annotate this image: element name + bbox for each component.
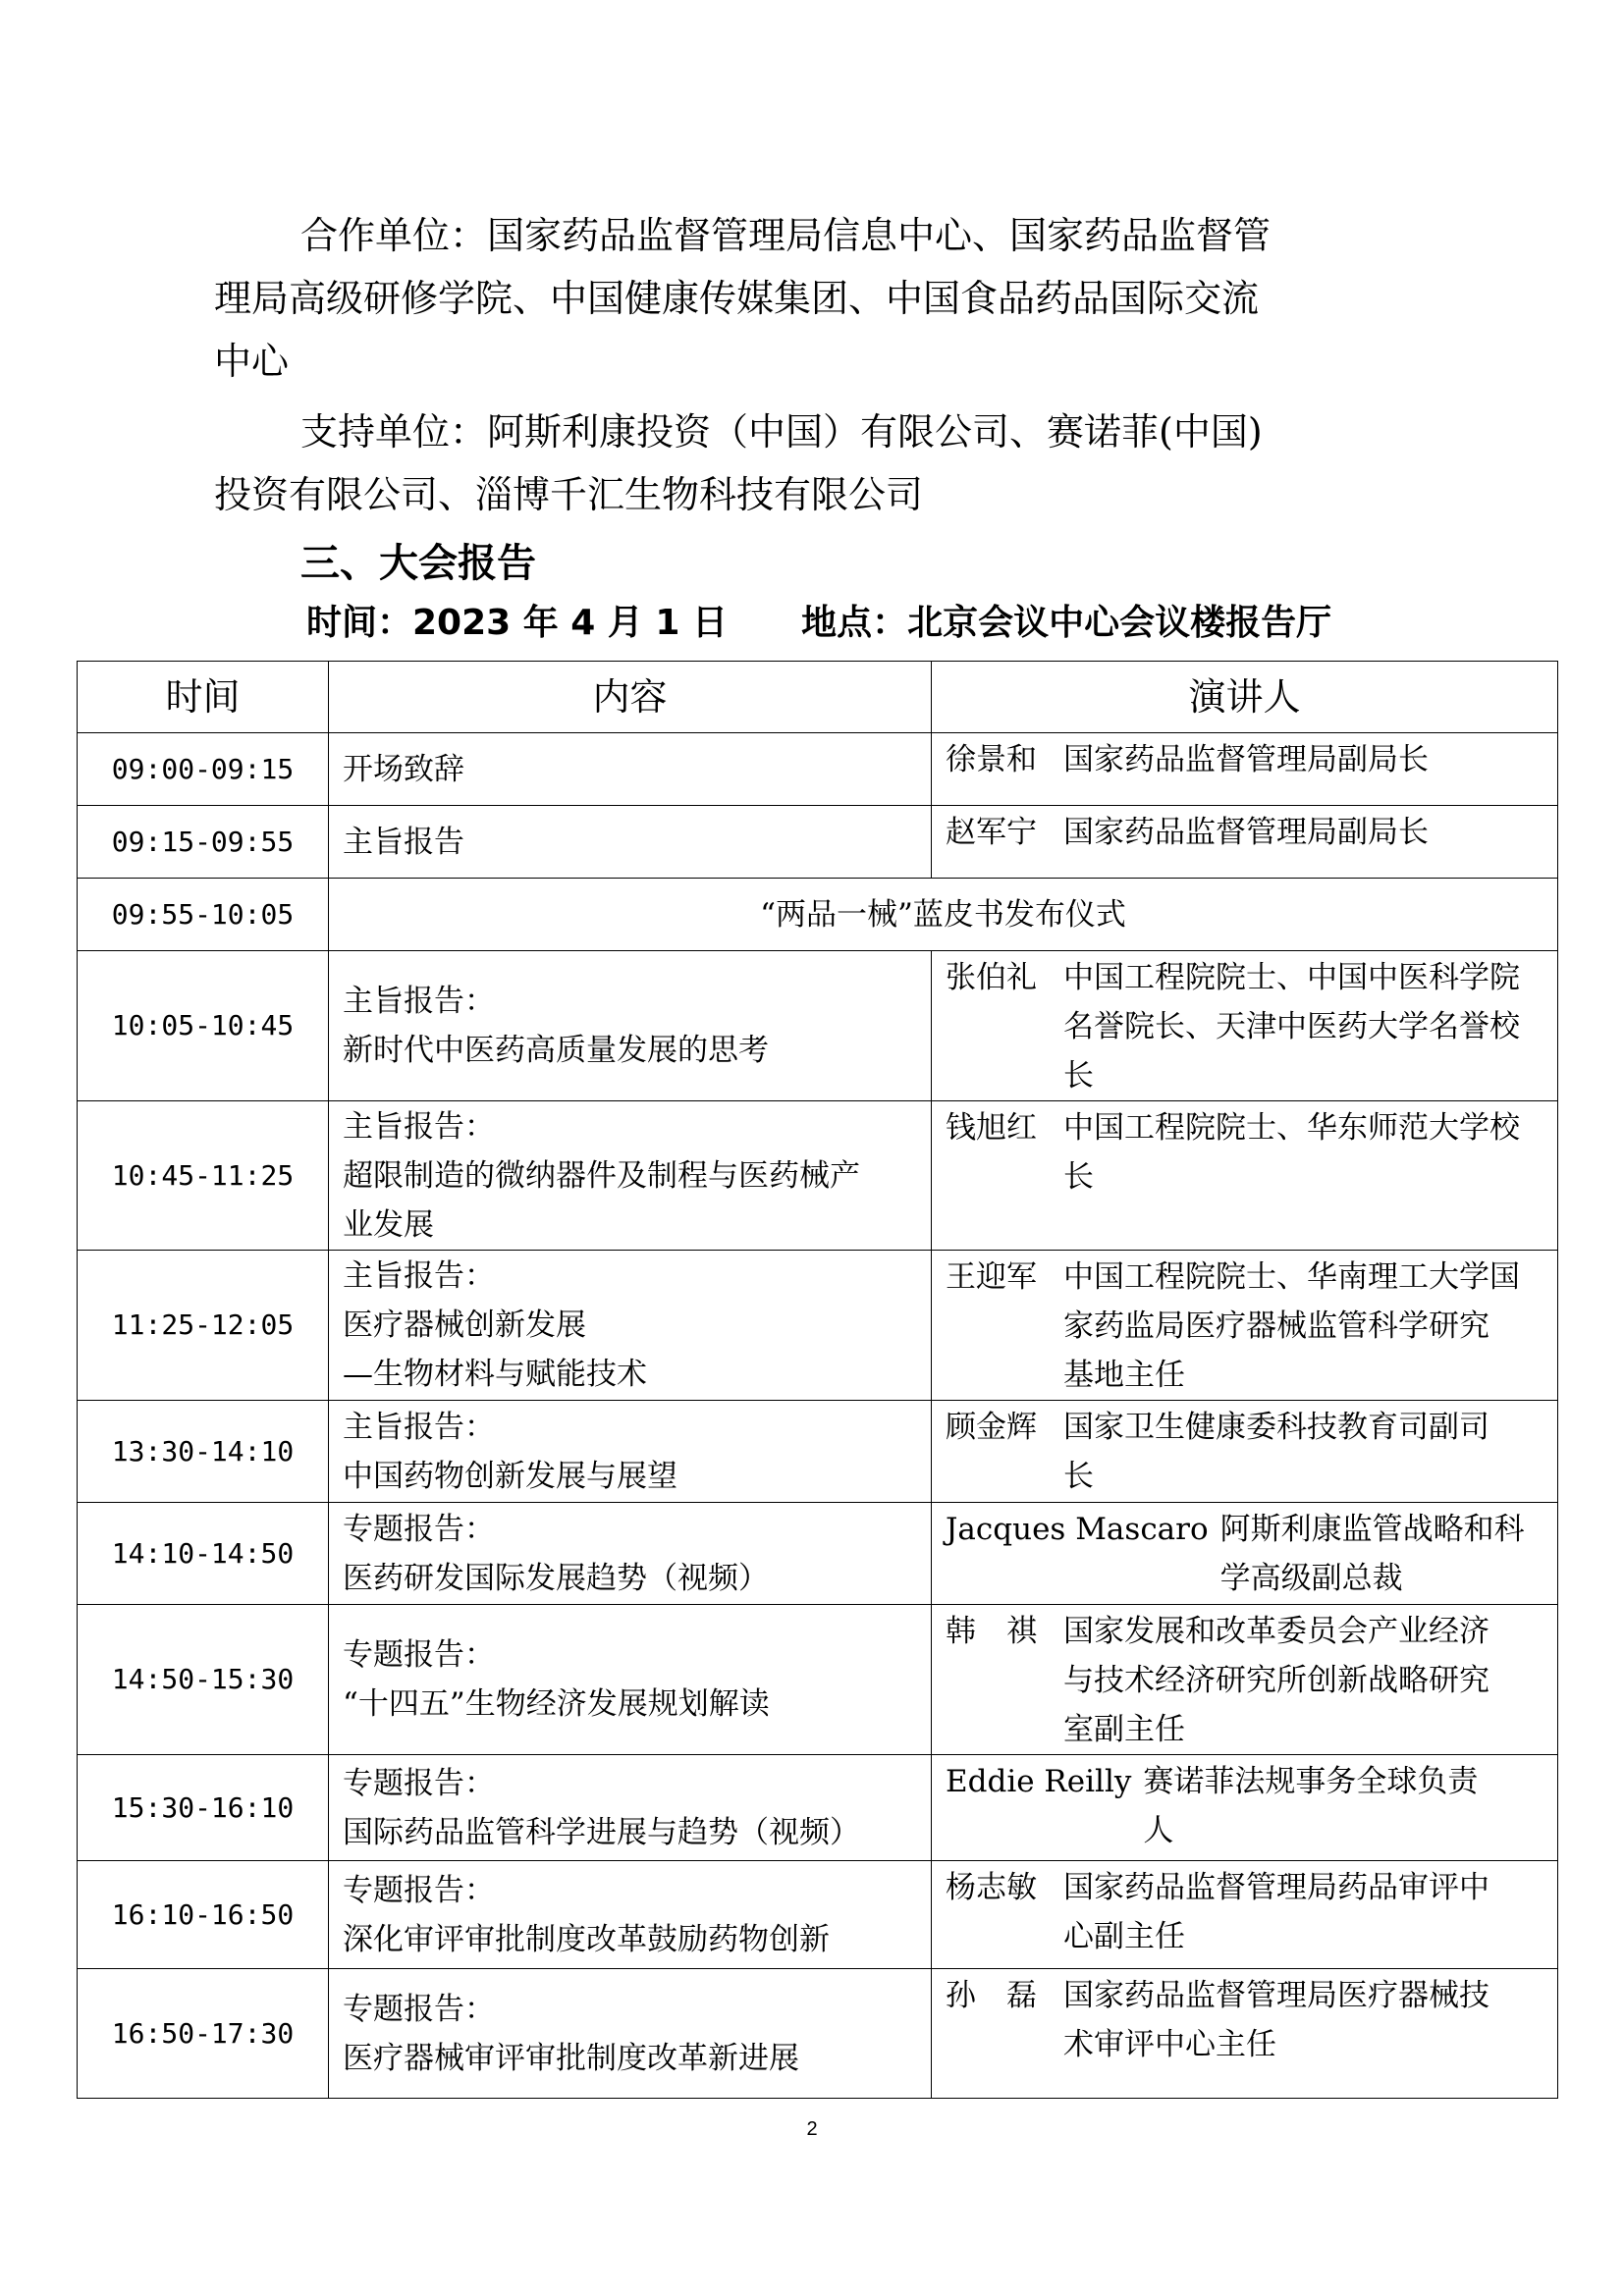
session-speaker — [932, 1861, 1558, 1969]
content-line: 主旨报告： — [343, 1108, 495, 1145]
table-row — [78, 1401, 1558, 1503]
content-line: 新时代中医药高质量发展的思考 — [343, 1033, 769, 1068]
session-speaker — [932, 1755, 1558, 1861]
speaker-title — [1063, 1103, 1543, 1201]
content-line: 业发展 — [343, 1206, 434, 1243]
speaker-name: 张伯礼 — [946, 960, 1037, 995]
header-time: 时间 — [78, 662, 329, 733]
session-time: 09:00-09:15 — [78, 733, 329, 806]
session-time: 15:30-16:10 — [78, 1755, 329, 1861]
time-place-line: 时间：2023 年 4 月 1 日 地点：北京会议中心会议楼报告厅 — [306, 603, 1332, 643]
session-content — [329, 733, 932, 806]
text-line: 中心 — [214, 340, 290, 383]
agenda-table — [77, 661, 1558, 2099]
session-speaker — [932, 1401, 1558, 1503]
speaker-name: 孙 磊 — [946, 1978, 1037, 2013]
content-line: 中国药物创新发展与展望 — [343, 1458, 677, 1494]
title-line: 赛诺菲法规事务全球负责 — [1143, 1764, 1479, 1799]
session-content — [329, 1969, 932, 2099]
title-line: 国家药品监督管理局药品审评中 — [1063, 1870, 1489, 1905]
page-number: 2 — [806, 2118, 818, 2140]
cooperation-paragraph — [214, 204, 1422, 393]
speaker-name: Eddie Reilly — [946, 1764, 1132, 1799]
title-line: 国家卫生健康委科技教育司副司 — [1063, 1410, 1489, 1445]
session-time: 13:30-14:10 — [78, 1401, 329, 1503]
content-line: 专题报告： — [343, 1765, 495, 1801]
session-content — [329, 1503, 932, 1605]
session-time: 09:15-09:55 — [78, 806, 329, 879]
session-content — [329, 951, 932, 1101]
session-time: 16:10-16:50 — [78, 1861, 329, 1969]
session-merged: “两品一械”蓝皮书发布仪式 — [329, 879, 1558, 951]
session-time: 16:50-17:30 — [78, 1969, 329, 2099]
session-time: 10:05-10:45 — [78, 951, 329, 1101]
content-line: 主旨报告： — [343, 984, 495, 1019]
agenda-body — [78, 733, 1558, 2099]
support-paragraph — [214, 400, 1422, 526]
title-line: 中国工程院院士、华东师范大学校 — [1063, 1110, 1520, 1146]
session-time: 09:55-10:05 — [78, 879, 329, 951]
session-time: 11:25-12:05 — [78, 1251, 329, 1401]
table-header-row — [78, 662, 1558, 733]
speaker-name: 韩 祺 — [946, 1614, 1037, 1649]
content-line: 医疗器械审评审批制度改革新进展 — [343, 2040, 799, 2076]
speaker-title — [1063, 1403, 1543, 1501]
session-speaker — [932, 1605, 1558, 1755]
content-line: 开场致辞 — [343, 751, 464, 787]
content-line: 主旨报告 — [343, 824, 464, 860]
speaker-title — [1063, 1607, 1543, 1754]
content-line: “十四五”生物经济发展规划解读 — [343, 1686, 770, 1722]
title-line: 人 — [1143, 1813, 1174, 1848]
table-row — [78, 1605, 1558, 1755]
header-speaker: 演讲人 — [932, 662, 1558, 733]
title-line: 室副主任 — [1063, 1712, 1185, 1747]
title-line: 长 — [1063, 1459, 1094, 1494]
section-heading: 三、大会报告 — [300, 541, 536, 586]
speaker-name: 杨志敏 — [946, 1870, 1037, 1905]
session-content — [329, 1861, 932, 1969]
title-line: 术审评中心主任 — [1063, 2027, 1276, 2062]
session-speaker — [932, 1503, 1558, 1605]
speaker-title — [1063, 1253, 1543, 1400]
table-row — [78, 1101, 1558, 1251]
content-line: —生物材料与赋能技术 — [343, 1357, 647, 1392]
session-content — [329, 806, 932, 879]
speaker-name: 顾金辉 — [946, 1410, 1037, 1445]
speaker-name: 徐景和 — [946, 742, 1037, 777]
session-speaker — [932, 733, 1558, 806]
speaker-name: 钱旭红 — [946, 1110, 1037, 1146]
table-row — [78, 733, 1558, 806]
text-line: 投资有限公司、淄博千汇生物科技有限公司 — [214, 473, 924, 516]
header-content: 内容 — [329, 662, 932, 733]
title-line: 学高级副总裁 — [1219, 1561, 1403, 1596]
title-line: 中国工程院院士、中国中医科学院 — [1063, 960, 1520, 995]
table-row — [78, 1969, 1558, 2099]
speaker-title — [1143, 1757, 1543, 1855]
title-line: 基地主任 — [1063, 1358, 1185, 1393]
session-speaker — [932, 806, 1558, 879]
title-line: 长 — [1063, 1159, 1094, 1195]
text-line: 理局高级研修学院、中国健康传媒集团、中国食品药品国际交流 — [214, 277, 1260, 320]
session-content — [329, 1101, 932, 1251]
table-row — [78, 951, 1558, 1101]
content-line: 专题报告： — [343, 1991, 495, 2027]
table-row — [78, 879, 1558, 951]
speaker-title — [1063, 1971, 1543, 2069]
speaker-title — [1063, 1863, 1543, 1961]
session-time: 14:10-14:50 — [78, 1503, 329, 1605]
title-line: 心副主任 — [1063, 1919, 1185, 1954]
session-content — [329, 1401, 932, 1503]
text-line: 支持单位：阿斯利康投资（中国）有限公司、赛诺菲(中国) — [300, 410, 1263, 454]
title-line: 国家药品监督管理局副局长 — [1063, 742, 1429, 777]
title-line: 国家药品监督管理局副局长 — [1063, 815, 1429, 850]
text-line: 合作单位：国家药品监督管理局信息中心、国家药品监督管 — [300, 214, 1272, 257]
speaker-name: 王迎军 — [946, 1259, 1037, 1295]
content-line: 深化审评审批制度改革鼓励药物创新 — [343, 1921, 830, 1957]
session-speaker — [932, 1101, 1558, 1251]
content-line: 专题报告： — [343, 1511, 495, 1547]
title-line: 长 — [1063, 1058, 1094, 1094]
session-content — [329, 1605, 932, 1755]
content-line: 超限制造的微纳器件及制程与医药械产 — [343, 1157, 860, 1194]
title-line: 名誉院长、天津中医药大学名誉校 — [1063, 1009, 1520, 1044]
table-row — [78, 1861, 1558, 1969]
title-line: 中国工程院院士、华南理工大学国 — [1063, 1259, 1520, 1295]
content-line: 专题报告： — [343, 1637, 495, 1673]
session-speaker — [932, 951, 1558, 1101]
content-line: 专题报告： — [343, 1872, 495, 1908]
speaker-name: 赵军宁 — [946, 815, 1037, 850]
table-row — [78, 1503, 1558, 1605]
session-speaker — [932, 1969, 1558, 2099]
session-time: 14:50-15:30 — [78, 1605, 329, 1755]
speaker-title — [1220, 1505, 1543, 1603]
table-row — [78, 1755, 1558, 1861]
title-line: 阿斯利康监管战略和科 — [1219, 1512, 1525, 1547]
speaker-title — [1063, 808, 1543, 857]
content-line: 主旨报告： — [343, 1258, 495, 1294]
content-line: 主旨报告： — [343, 1409, 495, 1445]
session-content — [329, 1251, 932, 1401]
content-line: 国际药品监管科学进展与趋势（视频） — [343, 1814, 860, 1850]
session-speaker — [932, 1251, 1558, 1401]
session-content — [329, 1755, 932, 1861]
speaker-title — [1063, 735, 1543, 784]
title-line: 家药监局医疗器械监管科学研究 — [1063, 1308, 1489, 1344]
title-line: 国家发展和改革委员会产业经济 — [1063, 1614, 1489, 1649]
session-time: 10:45-11:25 — [78, 1101, 329, 1251]
speaker-name: Jacques Mascaro — [946, 1512, 1209, 1547]
table-row — [78, 1251, 1558, 1401]
title-line: 国家药品监督管理局医疗器械技 — [1063, 1978, 1489, 2013]
content-line: 医药研发国际发展趋势（视频） — [343, 1560, 769, 1596]
content-line: 医疗器械创新发展 — [343, 1308, 586, 1343]
table-row — [78, 806, 1558, 879]
title-line: 与技术经济研究所创新战略研究 — [1063, 1663, 1489, 1698]
speaker-title — [1063, 953, 1543, 1100]
